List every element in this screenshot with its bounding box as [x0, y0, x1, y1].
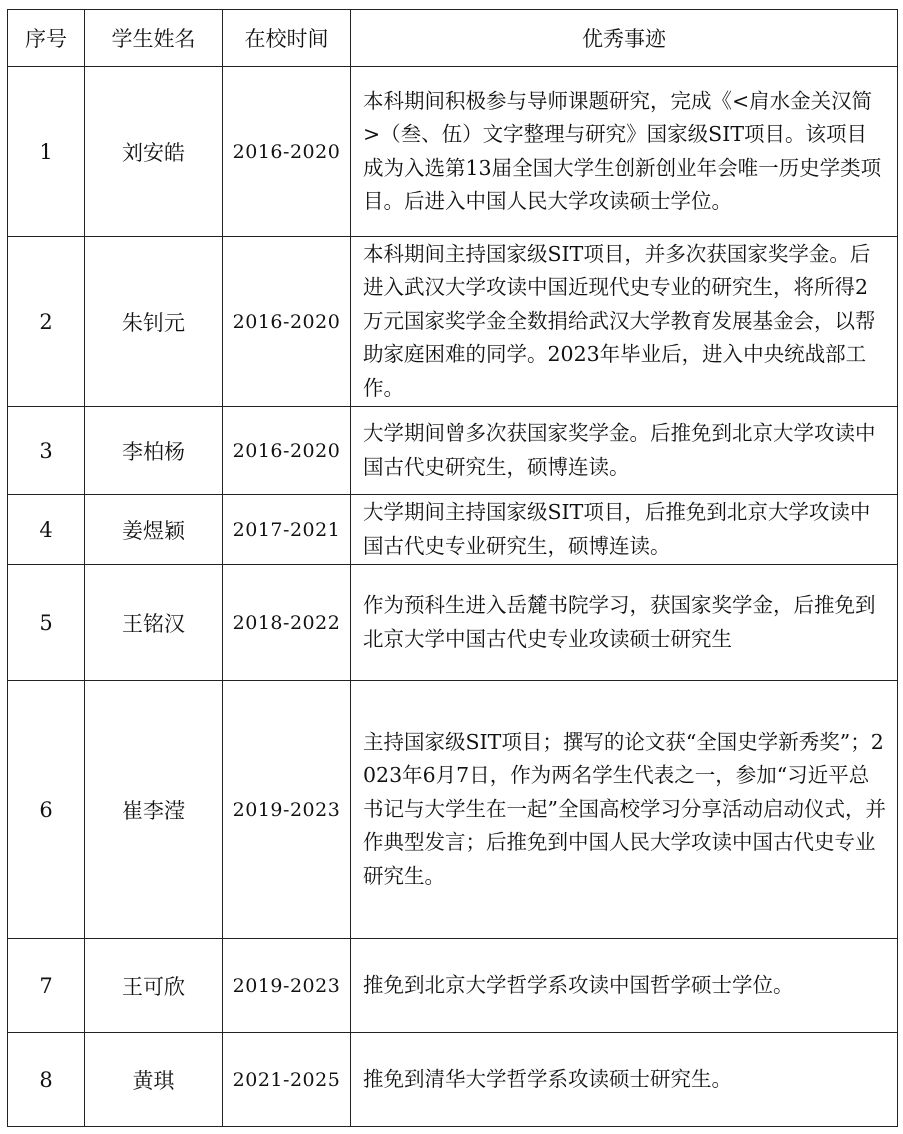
header-index: 序号	[8, 10, 85, 67]
row-index: 8	[8, 1033, 85, 1127]
achievement-text: 本科期间积极参与导师课题研究，完成《<肩水金关汉简>（叁、伍）文字整理与研究》国家级SIT项目。该项目成为入选第13届全国大学生创新创业年会唯一历史学类项目。后进入中国人民大学攻读硕士学位。	[351, 67, 898, 237]
school-years: 2017-2021	[223, 495, 351, 565]
achievement-text: 推免到清华大学哲学系攻读硕士研究生。	[351, 1033, 898, 1127]
achievement-text: 主持国家级SIT项目；撰写的论文获“全国史学新秀奖”；2023年6月7日，作为两名学生代表之一，参加“习近平总书记与大学生在一起”全国高校学习分享活动启动仪式，并作典型发言；后推免到中国人民大学攻读中国古代史专业研究生。	[351, 681, 898, 939]
student-name: 姜煜颖	[85, 495, 223, 565]
student-name: 李柏杨	[85, 407, 223, 495]
school-years: 2019-2023	[223, 939, 351, 1033]
row-index: 4	[8, 495, 85, 565]
school-years: 2021-2025	[223, 1033, 351, 1127]
student-name: 黄琪	[85, 1033, 223, 1127]
row-index: 3	[8, 407, 85, 495]
student-name: 王可欣	[85, 939, 223, 1033]
table-row	[8, 565, 898, 681]
achievement-text: 推免到北京大学哲学系攻读中国哲学硕士学位。	[351, 939, 898, 1033]
row-index: 5	[8, 565, 85, 681]
student-name: 刘安皓	[85, 67, 223, 237]
row-index: 6	[8, 681, 85, 939]
table-row	[8, 1033, 898, 1127]
school-years: 2016-2020	[223, 237, 351, 407]
row-index: 2	[8, 237, 85, 407]
table-row	[8, 67, 898, 237]
student-name: 王铭汉	[85, 565, 223, 681]
header-years: 在校时间	[223, 10, 351, 67]
school-years: 2016-2020	[223, 407, 351, 495]
achievement-text: 作为预科生进入岳麓书院学习，获国家奖学金，后推免到北京大学中国古代史专业攻读硕士研究生	[351, 565, 898, 681]
student-name: 朱钊元	[85, 237, 223, 407]
table-row	[8, 237, 898, 407]
table-row	[8, 939, 898, 1033]
school-years: 2018-2022	[223, 565, 351, 681]
row-index: 1	[8, 67, 85, 237]
table-row	[8, 407, 898, 495]
header-name: 学生姓名	[85, 10, 223, 67]
school-years: 2019-2023	[223, 681, 351, 939]
header-achievements: 优秀事迹	[351, 10, 898, 67]
achievement-text: 本科期间主持国家级SIT项目，并多次获国家奖学金。后进入武汉大学攻读中国近现代史专业的研究生，将所得2万元国家奖学金全数捐给武汉大学教育发展基金会，以帮助家庭困难的同学。2023年毕业后，进入中央统战部工作。	[351, 237, 898, 407]
student-name: 崔李滢	[85, 681, 223, 939]
school-years: 2016-2020	[223, 67, 351, 237]
row-index: 7	[8, 939, 85, 1033]
table-row	[8, 681, 898, 939]
achievement-text: 大学期间主持国家级SIT项目，后推免到北京大学攻读中国古代史专业研究生，硕博连读。	[351, 495, 898, 565]
students-table	[7, 9, 898, 1127]
header-row	[8, 10, 898, 67]
table-row	[8, 495, 898, 565]
achievement-text: 大学期间曾多次获国家奖学金。后推免到北京大学攻读中国古代史研究生，硕博连读。	[351, 407, 898, 495]
